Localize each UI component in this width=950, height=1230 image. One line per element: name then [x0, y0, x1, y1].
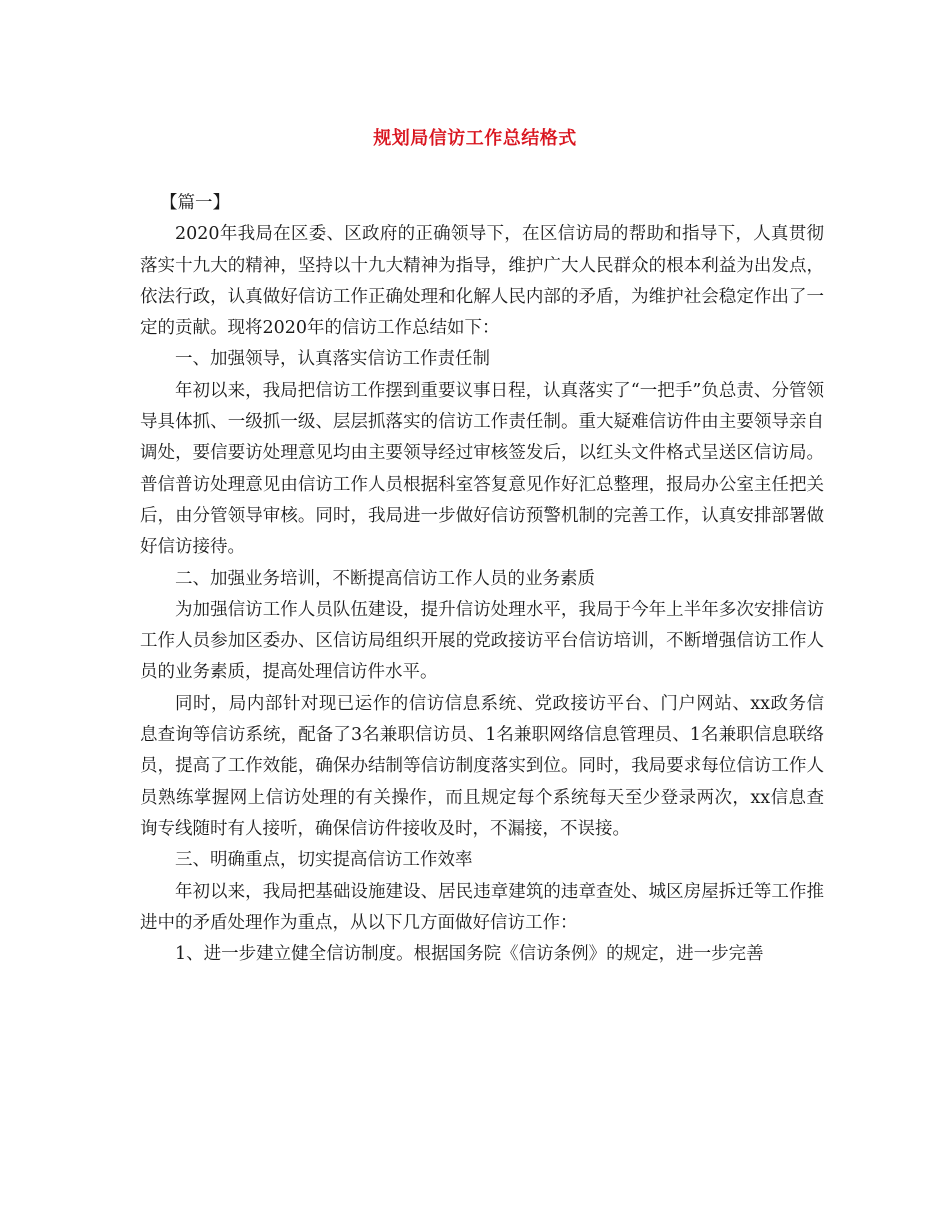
document-title: 规划局信访工作总结格式 [373, 128, 577, 149]
heading-three: 三、明确重点，切实提高信访工作效率 [175, 850, 473, 871]
section-tag: 【篇一】 [160, 193, 230, 213]
document-body [140, 188, 824, 970]
paragraph-intro: 2020年我局在区委、区政府的正确领导下，在区信访局的帮助和指导下，人真贯彻落实十九大的精神，坚持以十九大精神为指导，维护广大人民群众的根本利益为出发点，依法行政，认真做好信访工作正确处理和化解人民内部的矛盾，为维护社会稳定作出了一定的贡献。现将2020年的信访工作总结如下： [140, 224, 824, 339]
paragraph: 同时，局内部针对现已运作的信访信息系统、党政接访平台、门户网站、xx政务信息查询等信访系统，配备了3名兼职信访员、1名兼职网络信息管理员、1名兼职信息联络员，提高了工作效能，确保办结制等信访制度落实到位。同时，我局要求每位信访工作人员熟练掌握网上信访处理的有关操作，而且规定每个系统每天至少登录两次，xx信息查询专线随时有人接听，确保信访件接收及时，不漏接，不误接。 [140, 693, 824, 839]
paragraph: 1、进一步建立健全信访制度。根据国务院《信访条例》的规定，进一步完善 [175, 944, 764, 965]
paragraph: 年初以来，我局把信访工作摆到重要议事日程，认真落实了“一把手”负总责、分管领导具体抓、一级抓一级、层层抓落实的信访工作责任制。重大疑难信访件由主要领导亲自调处，要信要访处理意见均由主要领导经过审核签发后，以红头文件格式呈送区信访局。普信普访处理意见由信访工作人员根据科室答复意见作好汇总整理，报局办公室主任把关后，由分管领导审核。同时，我局进一步做好信访预警机制的完善工作，认真安排部署做好信访接待。 [140, 380, 824, 558]
paragraph: 为加强信访工作人员队伍建设，提升信访处理水平，我局于今年上半年多次安排信访工作人员参加区委办、区信访局组织开展的党政接访平台信访培训，不断增强信访工作人员的业务素质，提高处理信访件水平。 [140, 599, 824, 683]
heading-one: 一、加强领导，认真落实信访工作责任制 [175, 349, 490, 370]
heading-two: 二、加强业务培训，不断提高信访工作人员的业务素质 [175, 568, 595, 589]
paragraph: 年初以来，我局把基础设施建设、居民违章建筑的违章查处、城区房屋拆迁等工作推进中的矛盾处理作为重点，从以下几方面做好信访工作： [140, 881, 824, 933]
